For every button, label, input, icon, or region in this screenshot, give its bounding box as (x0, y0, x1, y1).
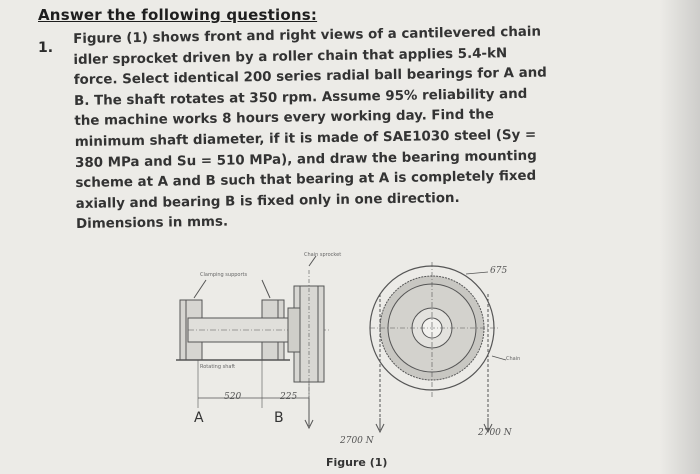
clamp-arrow-right (262, 280, 270, 298)
angle-label: 675 (490, 266, 508, 276)
clamp-arrow-left (194, 280, 206, 298)
dimension-225-label: 225 (280, 392, 298, 402)
question-line: minimum shaft diameter, if it is made of SAE1030 steel (Sy = (74, 127, 537, 150)
page-edge-shadow (660, 0, 700, 474)
question-line: idler sprocket driven by a roller chain that applies 5.4-kN (73, 45, 508, 68)
page-heading: Answer the following questions: (38, 6, 318, 24)
bearing-a-label: A (194, 410, 204, 426)
question-line: B. The shaft rotates at 350 rpm. Assume 95% reliability and (74, 86, 528, 109)
rotating-shaft-label: Rotating shaft (200, 364, 236, 370)
chain-label: Chain (506, 356, 521, 362)
question-line: axially and bearing B is fixed only in one direction. (75, 190, 460, 212)
force-right-label: 2700 N (478, 428, 512, 438)
figure-caption: Figure (1) (326, 456, 388, 469)
question-text (73, 22, 596, 236)
question-line: force. Select identical 200 series radial ball bearings for A and (73, 65, 547, 89)
chain-sprocket-label: Chain sprocket (304, 252, 342, 258)
dimension-520-label: 520 (224, 392, 242, 402)
question-line: 380 MPa and Su = 510 MPa), and draw the bearing mounting (74, 148, 537, 171)
question-line: scheme at A and B such that bearing at A is completely fixed (75, 168, 537, 192)
question-line: the machine works 8 hours every working day. Find the (74, 107, 495, 130)
force-left-label: 2700 N (340, 436, 374, 446)
bearing-b-label: B (274, 410, 284, 426)
question-line: Dimensions in mms. (75, 214, 229, 233)
question-number: 1. (38, 40, 54, 56)
clamping-supports-label: Clamping supports (200, 272, 248, 278)
figure-1 (170, 248, 530, 474)
question-line: Figure (1) shows front and right views of a cantilevered chain (73, 24, 542, 47)
